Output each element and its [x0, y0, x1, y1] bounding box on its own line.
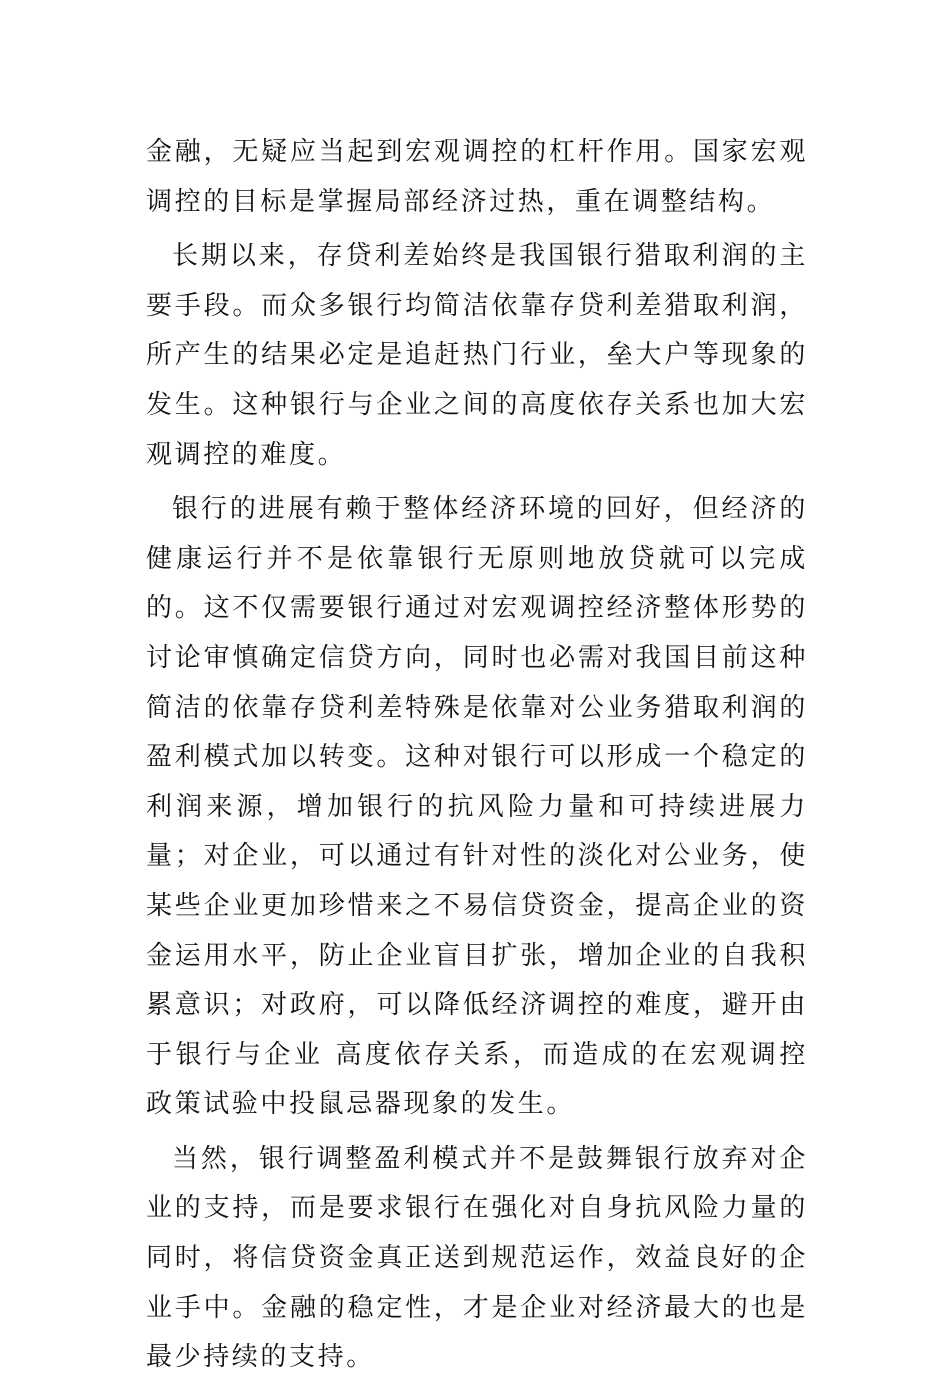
paragraph-continuation: 金融，无疑应当起到宏观调控的杠杆作用。国家宏观调控的目标是掌握局部经济过热，重在调整结构。 — [146, 137, 808, 217]
paragraph-profit-model-adjustment: 当然，银行调整盈利模式并不是鼓舞银行放弃对企业的支持，而是要求银行在强化对自身抗风险力量的同时，将信贷资金真正送到规范运作，效益良好的企业手中。金融的稳定性，才是企业对经济最大的也是最少持续的支持。 — [146, 1143, 808, 1373]
document-body — [146, 128, 808, 1383]
paragraph-bank-development: 银行的进展有赖于整体经济环境的回好，但经济的健康运行并不是依靠银行无原则地放贷就可以完成的。这不仅需要银行通过对宏观调控经济整体形势的讨论审慎确定信贷方向，同时也必需对我国目前这种简洁的依靠存贷利差特殊是依靠对公业务猎取利润的盈利模式加以转变。这种对银行可以形成一个稳定的利润来源，增加银行的抗风险力量和可持续进展力量；对企业，可以通过有针对性的淡化对公业务，使某些企业更加珍惜来之不易信贷资金，提高企业的资金运用水平，防止企业盲目扩张，增加企业的自我积累意识；对政府，可以降低经济调控的难度，避开由于银行与企业 高度依存关系，而造成的在宏观调控政策试验中投鼠忌器现象的发生。 — [146, 494, 808, 1120]
paragraph-deposit-loan-spread: 长期以来，存贷利差始终是我国银行猎取利润的主要手段。而众多银行均简洁依靠存贷利差猎取利润，所产生的结果必定是追赶热门行业，垒大户等现象的发生。这种银行与企业之间的高度依存关系也加大宏观调控的难度。 — [146, 241, 808, 470]
